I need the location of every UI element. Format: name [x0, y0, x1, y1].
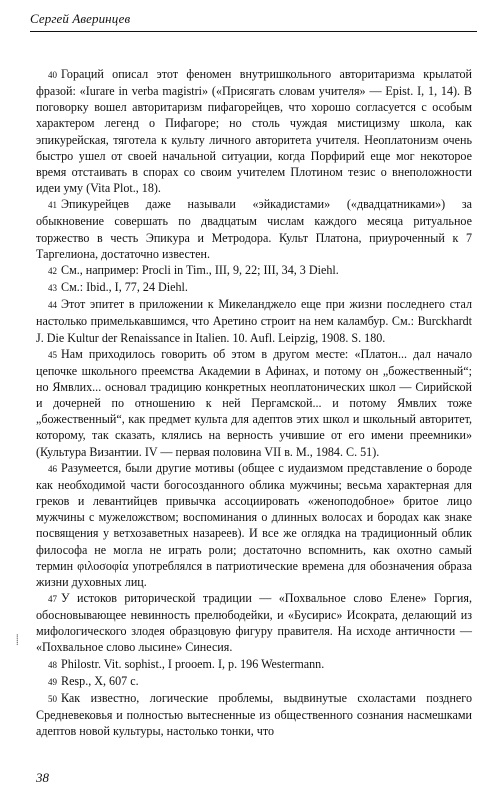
footnote: [36, 196, 472, 262]
footnote-text: См., например: Procli in Tim., III, 9, 22; III, 34, 3 Diehl.: [61, 262, 339, 277]
footnote-number: 40: [48, 70, 57, 80]
footnote-number: 47: [48, 594, 57, 604]
footnote: [36, 656, 472, 673]
footnote-number: 41: [48, 200, 57, 211]
footnote: [36, 460, 472, 590]
footnote: [36, 346, 472, 460]
footnote: [36, 262, 472, 279]
footnote-text: Resp., X, 607 c.: [61, 673, 139, 688]
footnote-text: Этот эпитет в приложении к Микеланджело еще при жизни последнего стал настолько примелькавшимся, что Аретино строит на нем каламбур. См.: Burckhardt J. Die Kultur der Renaissance in Italien. 10. Aufl. Leipzig, 1908. S. 180.: [36, 297, 472, 345]
footnote-text: Philostr. Vit. sophist., I prooem. I, p. 196 Westermann.: [61, 656, 325, 671]
footnote-number: 45: [48, 349, 57, 360]
margin-pencil-mark: ⸽: [16, 635, 19, 646]
footnote-text: Эпикурейцев даже называли «эйкадистами» («двадцатниками») за обыкновение совершать по двадцатым числам каждого месяца ритуальное торжество в честь Эпикура и Метродора. Культ Платона, приуроченный к 7 Таргелиона, достаточно известен.: [36, 197, 472, 261]
footnote-text: См.: Ibid., I, 77, 24 Diehl.: [61, 280, 188, 295]
footnote-number: 44: [48, 300, 57, 311]
footnote-text: У истоков риторической традиции — «Похвальное слово Елене» Горгия, обосновывающее невинность прелюбодейки, и «Бусирис» Исократа, делающий из мифологического злодея образцовую фигуру правителя. На исходе античности — «Похвальное слово лысине» Синесия.: [36, 591, 472, 655]
header-title: Сергей Аверинцев: [30, 11, 131, 26]
footnote-number: 49: [48, 676, 57, 687]
footnote-number: 48: [48, 659, 57, 670]
page-number: 38: [36, 770, 49, 785]
footnote-text: Гораций описал этот феномен внутришкольного авторитаризма крылатой фразой: «Iurare in verba magistri» («Присягать словам учителя» — Epist. I, 1, 14). В поговорку вошел авторитаризм пифагорейцев, что хорошо согласуется с особым характером легенд о Пифагоре; но столь чуждая мистицизму школа, как эпикурейская, тяготела к культу личного авторитета учителя. Неоплатонизм очень быстро ушел от своей начальной ситуации, когда Порфирий еще мог некоторое время отстаивать в спорах со своим учителем Плотином тезис о внеположности идеи уму (Vita Plot., 18).: [36, 67, 472, 196]
footnote-number: 42: [48, 265, 57, 276]
footnote-text: Как известно, логические проблемы, выдвинутые схоластами позднего Средневековья и полностью вытесненные из общественного сознания насмешками адептов новой культуры, настолько тонки, что: [36, 690, 472, 739]
footnote-number: 46: [48, 463, 57, 474]
footnote-number: 43: [48, 283, 57, 294]
running-header: [30, 10, 477, 32]
footnotes-body: [36, 66, 472, 739]
footnote-text: Нам приходилось говорить об этом в другом месте: «Платон... дал начало цепочке школьного преемства Академии в Афинах, и потому он „божественный“; но Ямвлих... основал традицию конкретных неоплатонических школ — Сирийской и дочерней по отношению к ней Пергамской... и потому Ямвлих тоже „божественный“, как предмет культа для адептов этих школ и школьный авторитет, которому, так сказать, клялись на верность учившие от его имени преемники» (Культура Византии. IV — первая половина VII в. М., 1984. С. 51).: [36, 346, 472, 459]
footnote: [36, 279, 472, 296]
footnote-text: Разумеется, были другие мотивы (общее с иудаизмом представление о бороде как необходимой части богосозданного облика мужчины; весьма характерная для греков и левантийцев привычка ассоциировать «женоподобное» бритое лицо мужчины с мужеложством; воспоминания о длинных волосах и бородах как знаке посвящения у ветхозаветных назареев). И все же оглядка на традиционный облик философа не могла не играть роли; достаточно вспомнить, как охотно самый термин φιλοσοφία употреблялся в патриотические времена для обозначения образа жизни духовных лиц.: [36, 460, 472, 589]
footnote: [36, 590, 472, 656]
footnote: [36, 66, 472, 196]
footnote: [36, 296, 472, 345]
footnote: [36, 690, 472, 739]
footnote-number: 50: [48, 693, 57, 704]
footnote: [36, 673, 472, 690]
